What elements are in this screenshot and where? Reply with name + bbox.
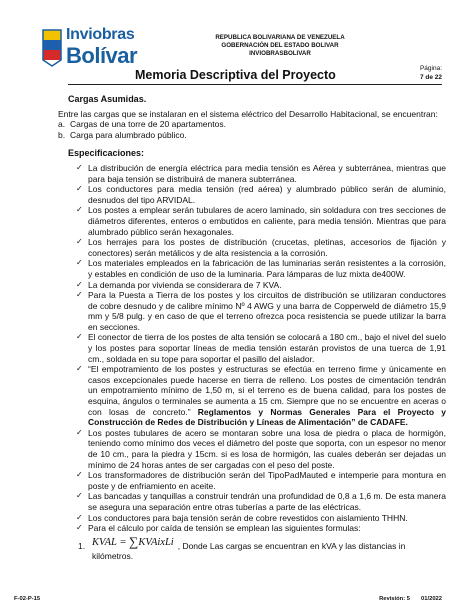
spec-text: Los herrajes para los postes de distribución (crucetas, pletinas, accesorios de fijación y conectores) serán metálicos y de alta resistencia a la corrosión. bbox=[88, 237, 446, 258]
formula-description: , Donde Las cargas se encuentran en kVA y las distancias in bbox=[177, 540, 406, 551]
section-title-cargas: Cargas Asumidas. bbox=[68, 94, 147, 104]
spec-item bbox=[76, 332, 446, 364]
load-item-marker: a. bbox=[58, 119, 66, 130]
checkmark-icon: ✓ bbox=[76, 290, 83, 300]
spec-text: Los materiales empleados en la fabricación de las luminarias serán resistentes a la corrosión, y estables en condición de uso de la luminaria. Para lámparas de luz mixta de400W. bbox=[88, 258, 446, 279]
checkmark-icon: ✓ bbox=[76, 258, 83, 268]
page-number: 7 de 22 bbox=[419, 74, 442, 81]
spec-text: Los postes a emplear serán tubulares de acero laminado, sin soldadura con tres secciones de diámetros diferentes, enteros o embutidos en caliente, para media tensión. Mientras que para alumbrado público serán hexagonales. bbox=[88, 205, 446, 237]
spec-text: La distribución de energía eléctrica para media tensión es Aérea y subterránea, mientras que para baja tensión se distribuirá de manera subterránea. bbox=[88, 162, 446, 184]
spec-item bbox=[76, 163, 446, 184]
spec-item bbox=[76, 428, 446, 470]
load-item bbox=[58, 130, 446, 141]
checkmark-icon: ✓ bbox=[76, 162, 83, 172]
spec-text: Para el cálculo por caída de tensión se emplean las siguientes formulas: bbox=[88, 523, 361, 534]
spec-text: Los postes tubulares de acero se montaran sobre una losa de piedra o placa de hormigón, teniendo como mínimo dos veces el diámetro del poste que soporta, con un espesor no menor de 10 cm., para la piedra y 15cm. si es losa de hormigón, las cuales deberán ser dejadas un mínimo de 24 horas antes de ser cargadas con el peso del poste. bbox=[88, 427, 446, 470]
spec-text: “El empotramiento de los postes y estructuras se efectúa en terreno firme y únicamente en casos excepcionales puede hacerse en tierra de relleno. Los postes de cimentación tendrán un empotramiento mínimo de 1,50 m, si el terreno es de buena calidad, para los postes de esquina, ángulos o terminales se aumenta a 15 cm. Siempre que no se encuentre en aceras o con losas de concreto.” bbox=[88, 364, 446, 417]
spec-bold-reference: Reglamentos y Normas Generales Para el Proyecto y Construcción de Redes de Distribución y Líneas de Alimentación” de CADAFE. bbox=[88, 406, 446, 428]
spec-item bbox=[76, 184, 446, 205]
footer-code: F-02-P-15 bbox=[14, 596, 41, 602]
spec-item bbox=[76, 237, 446, 258]
voltage-drop-formula bbox=[78, 535, 446, 552]
formula-equation bbox=[92, 535, 174, 549]
page-label: Página: bbox=[419, 65, 442, 72]
cargas-intro: Entre las cargas que se instalaran en el sistema eléctrico del Desarrollo Habitacional, se encuentran: bbox=[58, 108, 438, 119]
spec-item bbox=[76, 205, 446, 237]
specs-list bbox=[76, 163, 446, 534]
checkmark-icon: ✓ bbox=[76, 332, 83, 342]
load-item-marker: b. bbox=[58, 129, 66, 140]
page-title: Memoria Descriptiva del Proyecto bbox=[135, 68, 336, 82]
load-item-text: Cargas de una torre de 20 apartamentos. bbox=[70, 119, 226, 130]
inviobras-logo bbox=[40, 24, 148, 74]
checkmark-icon: ✓ bbox=[76, 364, 83, 374]
logo-flag-icon bbox=[40, 28, 66, 68]
spec-text: Las bancadas y tanquillas a construir tendrán una profundidad de 0,8 a 1,6 m. De esta manera se asegura una separación entre otras tuberías a parte de las eléctricas. bbox=[88, 491, 446, 512]
footer-revision: Revisión: 5 bbox=[379, 596, 410, 602]
checkmark-icon: ✓ bbox=[76, 523, 83, 533]
spec-item bbox=[76, 491, 446, 512]
load-item bbox=[58, 119, 446, 130]
page-indicator bbox=[420, 64, 442, 82]
spec-text: Los conductores para media tensión (red aérea) y alumbrado público serán de aluminio, desnudos del tipo ARVIDAL. bbox=[88, 184, 446, 205]
header-divider bbox=[68, 84, 442, 85]
header-line: GOBERNACIÓN DEL ESTADO BOLIVAR bbox=[221, 42, 339, 49]
load-item-text: Carga para alumbrado público. bbox=[70, 129, 187, 140]
document-header bbox=[150, 34, 410, 58]
formula-rhs: KVAixLi bbox=[138, 536, 174, 548]
header-line: INVIOBRASBOLIVAR bbox=[249, 50, 311, 57]
section-title-especificaciones: Especificaciones: bbox=[68, 148, 145, 159]
header-line: REPUBLICA BOLIVARIANA DE VENEZUELA bbox=[215, 34, 345, 41]
logo-text-line1: Inviobras bbox=[66, 26, 135, 43]
sigma-symbol: ∑ bbox=[129, 533, 139, 549]
spec-text: El conector de tierra de los postes de alta tensión se colocará a 180 cm., bajo el nivel del suelo y los postes para soportar líneas de media tensión estarán provistos de una tuerca de 1,91 cm., soldada en su tope para soportar el pasillo del aislador. bbox=[88, 332, 446, 364]
logo-text-line2: Bolívar bbox=[66, 43, 138, 68]
document-body bbox=[58, 88, 446, 562]
spec-item bbox=[76, 470, 446, 491]
spec-text: Los conductores para baja tensión serán de cobre revestidos con aislamiento THHN. bbox=[88, 512, 408, 523]
spec-item bbox=[76, 258, 446, 279]
checkmark-icon: ✓ bbox=[76, 512, 83, 522]
spec-text: Para la Puesta a Tierra de los postes y los circuitos de distribución se utilizaran conductores de cobre desnudo y de calibre mínimo Nº 4 AWG y una barra de Copperweld de diámetro 15,9 mm y 5/8 pulg. y en caso de que el terreno ofrezca poca resistencia se puede utilizar la barra en secciones. bbox=[88, 290, 446, 332]
checkmark-icon: ✓ bbox=[76, 205, 83, 215]
checkmark-icon: ✓ bbox=[76, 470, 83, 480]
checkmark-icon: ✓ bbox=[76, 237, 83, 247]
spec-item bbox=[76, 290, 446, 332]
checkmark-icon: ✓ bbox=[76, 427, 83, 437]
footer-date: 01/2022 bbox=[421, 596, 442, 602]
spec-item bbox=[76, 280, 446, 291]
formula-description-cont: kilómetros. bbox=[92, 551, 134, 562]
spec-item bbox=[76, 364, 446, 428]
spec-text: Los transformadores de distribución serán del TipoPadMauted e intemperie para montura en poste y de enfriamiento en aceite. bbox=[88, 470, 446, 491]
checkmark-icon: ✓ bbox=[76, 279, 83, 289]
checkmark-icon: ✓ bbox=[76, 184, 83, 194]
spec-item bbox=[76, 513, 446, 524]
spec-item bbox=[76, 523, 446, 534]
formula-lhs: KVAL = bbox=[92, 536, 130, 548]
checkmark-icon: ✓ bbox=[76, 491, 83, 501]
spec-text: La demanda por vivienda se considerara de 7 KVA. bbox=[88, 279, 282, 290]
formula-number: 1. bbox=[78, 540, 86, 551]
